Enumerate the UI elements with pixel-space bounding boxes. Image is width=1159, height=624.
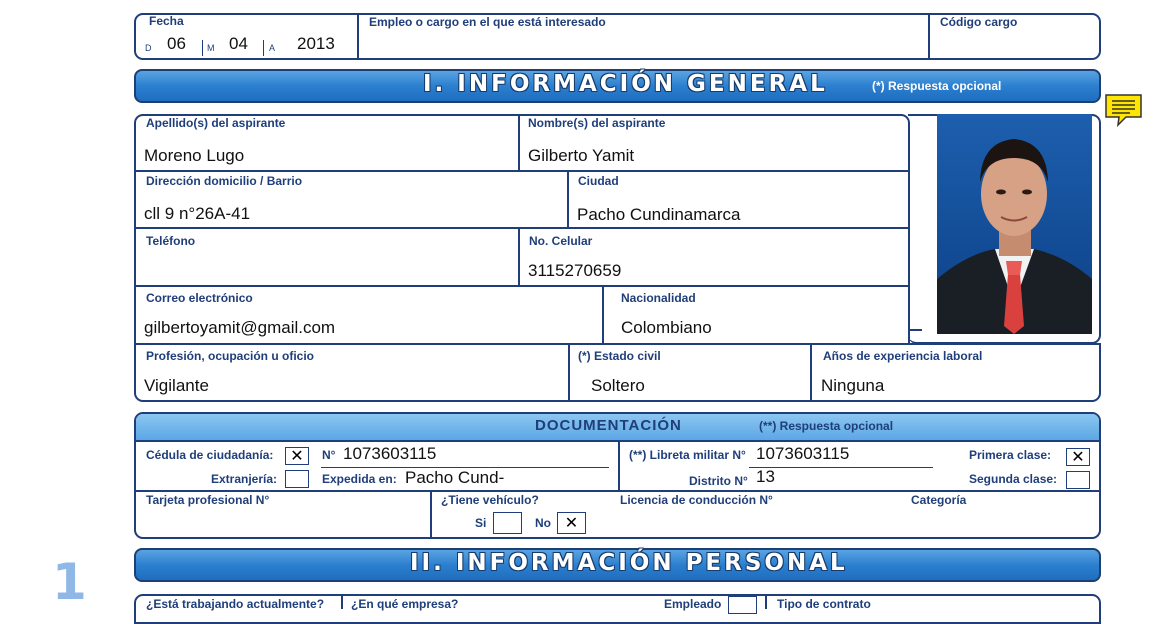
- divider: [618, 441, 620, 491]
- row-divider: [134, 490, 1101, 492]
- section-general-note: (*) Respuesta opcional: [872, 79, 1002, 93]
- direccion-field[interactable]: cll 9 n°26A-41: [144, 204, 251, 223]
- celular-field[interactable]: 3115270659: [528, 261, 622, 280]
- extranjeria-label: Extranjería:: [211, 472, 278, 486]
- profesion-field[interactable]: Vigilante: [144, 376, 209, 395]
- si-label: Si: [475, 516, 487, 530]
- row-divider: [134, 170, 910, 172]
- categoria-label: Categoría: [911, 493, 967, 507]
- general-info-box: [134, 114, 910, 344]
- documentacion-note: (**) Respuesta opcional: [759, 419, 894, 433]
- ciudad-field[interactable]: Pacho Cundinamarca: [577, 205, 741, 224]
- fecha-label: Fecha: [149, 14, 184, 28]
- correo-label: Correo electrónico: [146, 291, 253, 305]
- celular-label: No. Celular: [529, 234, 593, 248]
- section-personal-title: II. INFORMACIÓN PERSONAL: [410, 550, 848, 576]
- vehiculo-label: ¿Tiene vehículo?: [441, 493, 539, 507]
- divider: [341, 595, 343, 609]
- segunda-clase-label: Segunda clase:: [969, 472, 1058, 486]
- vehiculo-si-checkbox[interactable]: [493, 512, 522, 534]
- experiencia-label: Años de experiencia laboral: [823, 349, 983, 363]
- section-general-title: I. INFORMACIÓN GENERAL: [423, 71, 828, 97]
- ciudad-label: Ciudad: [578, 174, 619, 188]
- fecha-month[interactable]: 04: [229, 34, 248, 53]
- empleo-label: Empleo o cargo en el que está interesado: [369, 15, 606, 29]
- licencia-label: Licencia de conducción N°: [620, 493, 773, 507]
- contrato-label: Tipo de contrato: [777, 597, 871, 611]
- photo-bottom: [908, 329, 922, 331]
- divider: [810, 344, 812, 401]
- numero-label: N°: [322, 448, 336, 462]
- experiencia-field[interactable]: Ninguna: [821, 376, 885, 395]
- applicant-photo: [937, 114, 1092, 334]
- nacionalidad-label: Nacionalidad: [621, 291, 696, 305]
- row-divider: [134, 227, 910, 229]
- divider: [928, 14, 930, 59]
- no-label: No: [535, 516, 551, 530]
- cedula-checkbox[interactable]: ✕: [285, 447, 309, 465]
- estado-civil-field[interactable]: Soltero: [591, 376, 645, 395]
- cedula-numero-field[interactable]: 1073603115: [343, 444, 437, 463]
- date-separator: [263, 40, 264, 56]
- fecha-year[interactable]: 2013: [297, 34, 335, 53]
- distrito-label: Distrito N°: [689, 474, 748, 488]
- distrito-field[interactable]: 13: [756, 467, 775, 486]
- nombres-field[interactable]: Gilberto Yamit: [528, 146, 635, 165]
- libreta-underline: [749, 467, 933, 468]
- expedida-field[interactable]: Pacho Cund-: [405, 468, 505, 487]
- empleado-checkbox[interactable]: [728, 596, 757, 614]
- page-number: 1: [52, 553, 87, 611]
- trabajando-label: ¿Está trabajando actualmente?: [146, 597, 325, 611]
- primera-clase-checkbox[interactable]: ✕: [1066, 448, 1090, 466]
- empleado-label: Empleado: [664, 597, 722, 611]
- fecha-day[interactable]: 06: [167, 34, 186, 53]
- apellidos-label: Apellido(s) del aspirante: [146, 116, 286, 130]
- divider: [430, 491, 432, 538]
- divider: [765, 595, 767, 609]
- estado-civil-label: (*) Estado civil: [578, 349, 661, 363]
- divider: [518, 115, 520, 171]
- empresa-label: ¿En qué empresa?: [351, 597, 459, 611]
- expedida-label: Expedida en:: [322, 472, 397, 486]
- direccion-label: Dirección domicilio / Barrio: [146, 174, 303, 188]
- divider: [602, 286, 604, 344]
- codigo-cargo-label: Código cargo: [940, 15, 1018, 29]
- profesion-label: Profesión, ocupación u oficio: [146, 349, 315, 363]
- extranjeria-checkbox[interactable]: [285, 470, 309, 488]
- primera-clase-label: Primera clase:: [969, 448, 1052, 462]
- libreta-label: (**) Libreta militar N°: [629, 448, 746, 462]
- apellidos-field[interactable]: Moreno Lugo: [144, 146, 245, 165]
- segunda-clase-checkbox[interactable]: [1066, 471, 1090, 489]
- correo-field[interactable]: gilbertoyamit@gmail.com: [144, 318, 336, 337]
- divider: [357, 14, 359, 59]
- divider: [518, 228, 520, 286]
- nacionalidad-field[interactable]: Colombiano: [621, 318, 712, 337]
- date-separator: [202, 40, 203, 56]
- nombres-label: Nombre(s) del aspirante: [528, 116, 666, 130]
- day-prefix: D: [145, 43, 152, 53]
- divider: [567, 171, 569, 228]
- year-prefix: A: [269, 43, 276, 53]
- libreta-field[interactable]: 1073603115: [756, 444, 850, 463]
- documentacion-title: DOCUMENTACIÓN: [535, 417, 682, 434]
- row-divider: [134, 285, 910, 287]
- telefono-label: Teléfono: [146, 234, 196, 248]
- divider: [568, 344, 570, 401]
- cedula-label: Cédula de ciudadanía:: [146, 448, 274, 462]
- month-prefix: M: [207, 43, 215, 53]
- vehiculo-no-checkbox[interactable]: ✕: [557, 512, 586, 534]
- tarjeta-label: Tarjeta profesional N°: [146, 493, 270, 507]
- comment-note-icon[interactable]: [1104, 93, 1144, 127]
